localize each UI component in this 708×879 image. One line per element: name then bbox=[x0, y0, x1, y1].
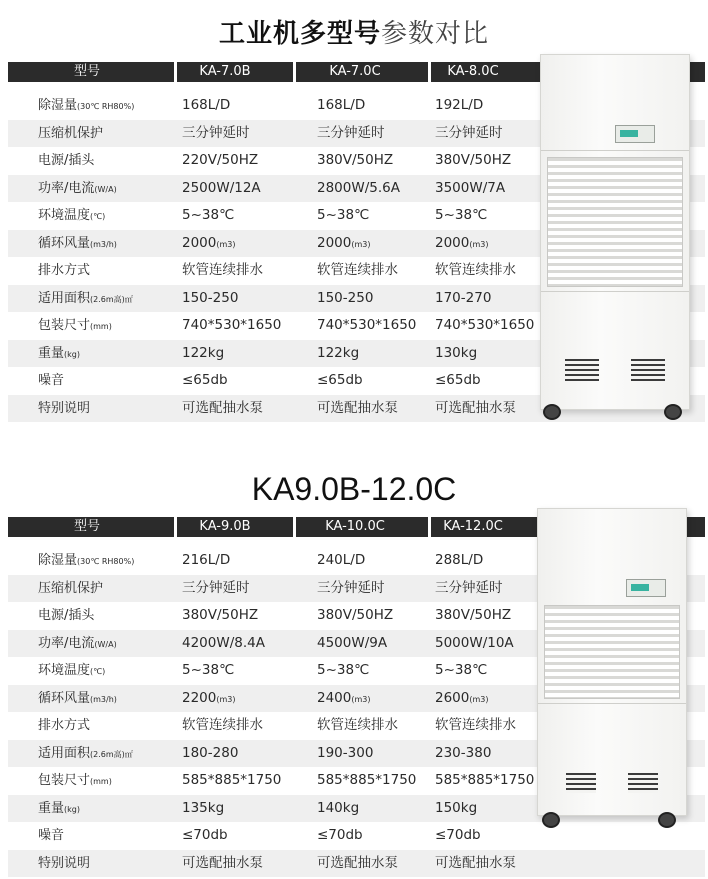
cell-value-text: 软管连续排水 bbox=[435, 262, 516, 278]
row-label-unit: (℃) bbox=[90, 667, 106, 676]
cell-value bbox=[182, 92, 230, 119]
header-separator bbox=[293, 62, 296, 82]
cell-value bbox=[435, 312, 534, 339]
cell-value bbox=[435, 795, 477, 822]
cell-value bbox=[317, 822, 363, 849]
cell-value-text: 5~38℃ bbox=[317, 207, 370, 223]
row-label-text: 压缩机保护 bbox=[38, 125, 104, 141]
cell-value bbox=[435, 712, 516, 739]
cell-unit: (m3) bbox=[351, 239, 371, 249]
header-separator bbox=[293, 517, 296, 537]
cell-value bbox=[435, 120, 503, 147]
row-label bbox=[38, 575, 103, 602]
cell-value-text: 380V/50HZ bbox=[435, 607, 512, 623]
cell-value-text: 168L/D bbox=[182, 97, 231, 113]
cell-value-text: 2400 bbox=[317, 689, 352, 706]
row-label bbox=[38, 850, 90, 877]
cell-value bbox=[182, 202, 234, 229]
cell-value-text: 软管连续排水 bbox=[317, 717, 398, 733]
cell-value-text: 三分钟延时 bbox=[182, 579, 250, 596]
cell-value-text: 150-250 bbox=[182, 289, 239, 306]
cell-value bbox=[182, 685, 235, 712]
cell-value-text: 380V/50HZ bbox=[317, 607, 394, 623]
row-label-unit: (m3/h) bbox=[90, 694, 117, 704]
header-separator bbox=[174, 62, 177, 82]
cell-value bbox=[317, 257, 398, 284]
table-row bbox=[8, 822, 705, 849]
row-label bbox=[38, 822, 64, 849]
cell-value bbox=[317, 230, 370, 257]
cell-value-text: 140kg bbox=[317, 799, 360, 816]
row-label-unit: (kg) bbox=[64, 349, 80, 359]
cell-value bbox=[317, 630, 387, 657]
cell-value bbox=[317, 602, 393, 629]
cell-value-text: 5~38℃ bbox=[182, 662, 235, 678]
cell-value-text: 4200W/8.4A bbox=[182, 634, 265, 651]
header-model-name: KA-9.0B bbox=[199, 519, 251, 534]
cell-value bbox=[182, 575, 250, 602]
row-label bbox=[38, 685, 117, 712]
cell-value-text: 三分钟延时 bbox=[317, 579, 385, 596]
cell-value bbox=[435, 92, 483, 119]
header-model-name: KA-12.0C bbox=[443, 519, 503, 534]
cell-value-text: 5000W/10A bbox=[435, 634, 514, 651]
row-label bbox=[38, 120, 103, 147]
row-label-text: 适用面积 bbox=[38, 745, 91, 761]
row-label bbox=[38, 767, 112, 794]
row-label-text: 包装尺寸 bbox=[38, 773, 91, 788]
row-label-text: 包装尺寸 bbox=[38, 318, 91, 333]
cell-value bbox=[435, 547, 483, 574]
cell-value bbox=[182, 367, 228, 394]
row-label bbox=[38, 602, 94, 629]
row-label bbox=[38, 285, 133, 312]
cell-value-text: 122kg bbox=[317, 344, 360, 361]
air-vent-icon bbox=[565, 359, 599, 381]
cell-value-text: 2000 bbox=[182, 234, 217, 251]
cell-value-text: 240L/D bbox=[317, 552, 366, 568]
row-label-unit: (℃) bbox=[90, 212, 106, 221]
row-label-text: 噪音 bbox=[38, 828, 65, 843]
cell-value-text: 168L/D bbox=[317, 97, 366, 113]
cell-value-text: 2600 bbox=[435, 689, 470, 706]
cell-unit: (m3) bbox=[351, 694, 371, 704]
cell-value bbox=[435, 630, 514, 657]
cell-value bbox=[182, 285, 238, 312]
cell-value-text: 288L/D bbox=[435, 552, 484, 568]
table-row bbox=[8, 850, 705, 877]
panel-divider bbox=[541, 291, 689, 292]
section-title: KA9.0B-12.0C bbox=[251, 471, 457, 507]
cell-value-text: ≤65db bbox=[435, 372, 481, 388]
cell-value-text: 三分钟延时 bbox=[435, 579, 503, 596]
cell-value-text: ≤65db bbox=[182, 372, 228, 388]
row-label bbox=[38, 312, 112, 339]
cell-value-text: 5~38℃ bbox=[435, 207, 488, 223]
cell-value-text: ≤70db bbox=[435, 827, 481, 843]
cell-value bbox=[435, 767, 534, 794]
row-label bbox=[38, 547, 134, 574]
row-label-text: 功率/电流 bbox=[38, 635, 95, 651]
cell-value bbox=[182, 230, 235, 257]
cell-value-text: 170-270 bbox=[435, 289, 492, 306]
cell-value-text: 740*530*1650 bbox=[317, 317, 417, 333]
row-label-unit: (2.6m高)㎡ bbox=[90, 749, 133, 759]
cell-value-text: 135kg bbox=[182, 799, 225, 816]
air-vent-icon bbox=[566, 773, 596, 793]
row-label-unit: (30℃ RH80%) bbox=[77, 102, 135, 111]
cell-value bbox=[317, 202, 369, 229]
cell-value bbox=[317, 547, 365, 574]
cell-value-text: 软管连续排水 bbox=[182, 262, 263, 278]
cell-value bbox=[435, 657, 487, 684]
cell-value bbox=[435, 850, 516, 877]
cell-value-text: 4500W/9A bbox=[317, 634, 388, 651]
row-label bbox=[38, 367, 64, 394]
panel-divider bbox=[541, 150, 689, 151]
header-model-label: 型号 bbox=[73, 64, 100, 79]
cell-unit: (m3) bbox=[469, 694, 489, 704]
cell-value-text: 5~38℃ bbox=[182, 207, 235, 223]
cell-value-text: 220V/50HZ bbox=[182, 152, 259, 168]
cell-value bbox=[182, 547, 230, 574]
cell-value-text: 380V/50HZ bbox=[435, 152, 512, 168]
row-label-unit: (m3/h) bbox=[90, 239, 117, 249]
cell-value bbox=[435, 395, 516, 422]
cell-value bbox=[317, 312, 416, 339]
row-label-unit: (mm) bbox=[90, 322, 112, 331]
row-label-unit: (W/A) bbox=[94, 639, 117, 649]
cell-value-text: 可选配抽水泵 bbox=[435, 399, 516, 416]
cell-value bbox=[317, 575, 385, 602]
page-title bbox=[0, 14, 708, 54]
row-label bbox=[38, 230, 117, 257]
cell-value bbox=[317, 657, 369, 684]
row-label-text: 重量 bbox=[38, 800, 65, 816]
header-model-name: KA-8.0C bbox=[447, 64, 499, 79]
cell-value bbox=[435, 740, 491, 767]
cell-value bbox=[182, 340, 224, 367]
air-vent-icon bbox=[547, 157, 683, 287]
cell-value bbox=[182, 630, 265, 657]
cell-value bbox=[317, 285, 373, 312]
cell-value bbox=[317, 850, 398, 877]
cell-value bbox=[182, 740, 238, 767]
cell-value-text: 可选配抽水泵 bbox=[435, 854, 516, 871]
cell-value-text: 130kg bbox=[435, 344, 478, 361]
wheel-icon bbox=[658, 812, 676, 828]
air-vent-icon bbox=[544, 605, 680, 699]
cell-value bbox=[435, 175, 505, 202]
header-model-name: KA-7.0B bbox=[199, 64, 251, 79]
cell-value-text: 380V/50HZ bbox=[317, 152, 394, 168]
cell-value bbox=[182, 257, 263, 284]
cell-value-text: 2000 bbox=[435, 234, 470, 251]
air-vent-icon bbox=[628, 773, 658, 793]
row-label bbox=[38, 795, 80, 822]
cell-value-text: 软管连续排水 bbox=[317, 262, 398, 278]
cell-value bbox=[317, 795, 359, 822]
row-label-text: 排水方式 bbox=[38, 263, 91, 278]
cell-value-text: 150-250 bbox=[317, 289, 374, 306]
cell-value-text: 5~38℃ bbox=[317, 662, 370, 678]
panel-divider bbox=[538, 703, 686, 704]
row-label-text: 环境温度 bbox=[38, 663, 91, 678]
cell-value bbox=[317, 367, 363, 394]
row-label-text: 噪音 bbox=[38, 373, 65, 388]
row-label bbox=[38, 175, 117, 202]
cell-value bbox=[182, 795, 224, 822]
dehumidifier-image-2 bbox=[537, 508, 687, 816]
control-panel-icon bbox=[615, 125, 655, 143]
cell-value-text: 740*530*1650 bbox=[182, 317, 282, 333]
row-label-text: 电源/插头 bbox=[38, 608, 95, 623]
row-label-text: 特别说明 bbox=[38, 400, 91, 416]
cell-value bbox=[182, 395, 263, 422]
wheel-icon bbox=[542, 812, 560, 828]
cell-value-text: 150kg bbox=[435, 799, 478, 816]
cell-value bbox=[182, 712, 263, 739]
cell-value-text: 可选配抽水泵 bbox=[317, 399, 398, 416]
cell-value-text: 585*885*1750 bbox=[182, 772, 282, 788]
cell-value bbox=[182, 822, 228, 849]
row-label bbox=[38, 712, 90, 739]
control-panel-icon bbox=[626, 579, 666, 597]
title-light: 参数对比 bbox=[381, 19, 490, 49]
row-label bbox=[38, 92, 134, 119]
row-label-text: 功率/电流 bbox=[38, 180, 95, 196]
wheel-icon bbox=[543, 404, 561, 420]
row-label-text: 环境温度 bbox=[38, 208, 91, 223]
cell-value-text: 5~38℃ bbox=[435, 662, 488, 678]
cell-value-text: 190-300 bbox=[317, 744, 374, 761]
wheel-icon bbox=[664, 404, 682, 420]
header-separator bbox=[428, 62, 431, 82]
header-separator bbox=[174, 517, 177, 537]
cell-value bbox=[317, 92, 365, 119]
cell-value-text: 三分钟延时 bbox=[435, 124, 503, 141]
cell-unit: (m3) bbox=[469, 239, 489, 249]
cell-value bbox=[317, 395, 398, 422]
cell-value bbox=[435, 685, 488, 712]
row-label-text: 适用面积 bbox=[38, 290, 91, 306]
cell-value bbox=[435, 147, 511, 174]
row-label bbox=[38, 630, 117, 657]
row-label-text: 重量 bbox=[38, 345, 65, 361]
cell-value-text: ≤70db bbox=[317, 827, 363, 843]
row-label bbox=[38, 740, 133, 767]
cell-value bbox=[317, 712, 398, 739]
cell-value bbox=[182, 767, 281, 794]
cell-value bbox=[317, 120, 385, 147]
air-vent-icon bbox=[631, 359, 665, 381]
row-label-unit: (30℃ RH80%) bbox=[77, 557, 135, 566]
row-label-unit: (mm) bbox=[90, 777, 112, 786]
row-label-text: 除湿量 bbox=[38, 98, 78, 113]
cell-value bbox=[435, 340, 477, 367]
row-label-text: 电源/插头 bbox=[38, 153, 95, 168]
cell-value-text: ≤65db bbox=[317, 372, 363, 388]
cell-value-text: ≤70db bbox=[182, 827, 228, 843]
cell-value-text: 2000 bbox=[317, 234, 352, 251]
cell-value bbox=[435, 202, 487, 229]
cell-value bbox=[435, 822, 481, 849]
cell-value-text: 可选配抽水泵 bbox=[317, 854, 398, 871]
cell-value-text: 192L/D bbox=[435, 97, 484, 113]
row-label bbox=[38, 395, 90, 422]
dehumidifier-image-1 bbox=[540, 54, 690, 410]
cell-value bbox=[317, 767, 416, 794]
cell-value-text: 2500W/12A bbox=[182, 179, 261, 196]
cell-value-text: 740*530*1650 bbox=[435, 317, 535, 333]
row-label-text: 压缩机保护 bbox=[38, 580, 104, 596]
cell-value-text: 380V/50HZ bbox=[182, 607, 259, 623]
cell-value-text: 三分钟延时 bbox=[317, 124, 385, 141]
cell-value-text: 软管连续排水 bbox=[182, 717, 263, 733]
cell-value bbox=[435, 230, 488, 257]
cell-value bbox=[182, 175, 261, 202]
row-label-text: 排水方式 bbox=[38, 718, 91, 733]
cell-value bbox=[435, 257, 516, 284]
cell-value bbox=[435, 285, 491, 312]
cell-value-text: 可选配抽水泵 bbox=[182, 399, 263, 416]
cell-unit: (m3) bbox=[216, 239, 236, 249]
cell-value bbox=[182, 602, 258, 629]
row-label bbox=[38, 202, 105, 229]
row-label-unit: (W/A) bbox=[94, 184, 117, 194]
header-model-name: KA-7.0C bbox=[329, 64, 381, 79]
cell-value-text: 122kg bbox=[182, 344, 225, 361]
header-model-name: KA-10.0C bbox=[325, 519, 385, 534]
cell-value-text: 585*885*1750 bbox=[435, 772, 535, 788]
cell-value-text: 2200 bbox=[182, 689, 217, 706]
row-label-text: 循环风量 bbox=[38, 690, 91, 706]
header-model-label: 型号 bbox=[73, 519, 100, 534]
cell-value bbox=[317, 340, 359, 367]
cell-value-text: 216L/D bbox=[182, 552, 231, 568]
row-label-text: 除湿量 bbox=[38, 553, 78, 568]
row-label-text: 特别说明 bbox=[38, 855, 91, 871]
row-label bbox=[38, 657, 105, 684]
header-separator bbox=[428, 517, 431, 537]
row-label-unit: (kg) bbox=[64, 804, 80, 814]
cell-value-text: 3500W/7A bbox=[435, 179, 506, 196]
cell-value-text: 软管连续排水 bbox=[435, 717, 516, 733]
cell-value bbox=[182, 147, 258, 174]
title-bold: 工业机多型号 bbox=[218, 19, 381, 49]
cell-value bbox=[182, 120, 250, 147]
cell-value-text: 230-380 bbox=[435, 744, 492, 761]
cell-value bbox=[435, 367, 481, 394]
row-label bbox=[38, 257, 90, 284]
cell-value bbox=[182, 850, 263, 877]
row-label-text: 循环风量 bbox=[38, 235, 91, 251]
cell-value bbox=[435, 575, 503, 602]
cell-value-text: 三分钟延时 bbox=[182, 124, 250, 141]
cell-value bbox=[435, 602, 511, 629]
cell-value bbox=[317, 740, 373, 767]
row-label bbox=[38, 340, 80, 367]
cell-value bbox=[317, 175, 400, 202]
row-label-unit: (2.6m高)㎡ bbox=[90, 294, 133, 304]
cell-value-text: 2800W/5.6A bbox=[317, 179, 400, 196]
cell-value bbox=[317, 147, 393, 174]
cell-value-text: 585*885*1750 bbox=[317, 772, 417, 788]
row-label bbox=[38, 147, 94, 174]
cell-value bbox=[182, 657, 234, 684]
cell-value bbox=[182, 312, 281, 339]
cell-value-text: 180-280 bbox=[182, 744, 239, 761]
cell-value-text: 可选配抽水泵 bbox=[182, 854, 263, 871]
cell-value bbox=[317, 685, 370, 712]
cell-unit: (m3) bbox=[216, 694, 236, 704]
